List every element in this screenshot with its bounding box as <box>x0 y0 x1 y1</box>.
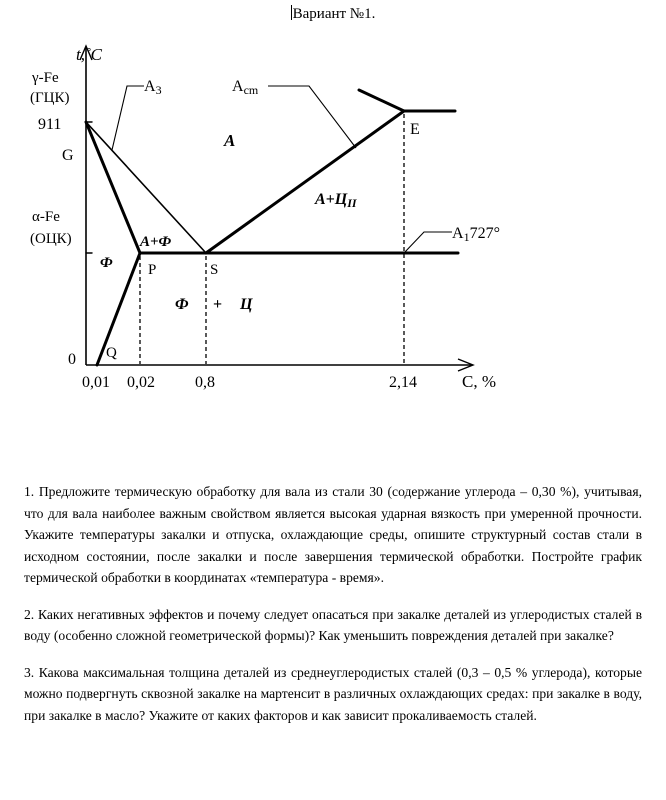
line-E-left <box>359 90 404 111</box>
region-austenite-ferrite: A+Ф <box>140 234 172 250</box>
line-A3-label: A3 <box>144 78 162 97</box>
tasks-list <box>24 481 642 741</box>
variant-title-text: Вариант №1. <box>292 6 376 22</box>
region-ferrite-cementite-c: Ц <box>240 296 253 313</box>
task-2: 2. Каких негативных эффектов и почему следует опасаться при закалке деталей из углеродистых сталей в воду (особенно сложной геометрической формы)? Как уменьшить повреждения деталей при закалке? <box>24 606 642 643</box>
point-P-label: P <box>148 262 157 278</box>
alpha-fe-label: α-Fe <box>32 209 60 225</box>
task-3: 3. Какова максимальная толщина деталей из среднеуглеродистых сталей (0,3 – 0,5 % углерода), которые можно подвергнуть сквозной закалке на мартенсит в различных охлаждающих средах: при закалке в воду, при закалке в масло? Укажите от каких факторов и как зависит прокаливаемость сталей. <box>24 664 642 723</box>
region-austenite-cementite: A+ЦII <box>315 191 357 210</box>
x-tick-08: 0,8 <box>195 374 215 391</box>
point-S-label: S <box>210 262 219 278</box>
region-austenite: A <box>224 131 236 150</box>
point-G-label: G <box>62 147 74 164</box>
alpha-bcc-label: (ОЦК) <box>30 231 72 247</box>
temp-0-label: 0 <box>68 351 76 368</box>
axis-x-unit: C, % <box>462 372 496 391</box>
region-ferrite-cementite-plus: + <box>213 296 223 313</box>
leader-A3 <box>112 86 144 150</box>
axes <box>80 46 473 371</box>
temp-911-label: 911 <box>38 116 62 133</box>
point-Q-label: Q <box>106 345 117 361</box>
task-1: 1. Предложите термическую обработку для вала из стали 30 (содержание углерода – 0,30 %), учитывая, что для вала наиболее важным свойством является высокая ударная вязкость при умеренной прочности. Укажите температуры закалки и отпуска, охлаждающие среды, опишите структурный состав стали в исходном состоянии, после закалки и после завершения термической обработки. Постройте график термической обработки в координатах «температура - время». <box>24 484 642 585</box>
line-GP <box>86 122 140 253</box>
x-tick-214: 2,14 <box>389 374 417 391</box>
region-ferrite-cementite-f: Ф <box>175 296 189 313</box>
gamma-fe-label: γ-Fe <box>32 70 59 86</box>
line-SE-Acm <box>206 111 404 253</box>
leader-Acm <box>268 86 356 148</box>
gamma-fcc-label: (ГЦК) <box>30 90 70 106</box>
line-A1-label: A1727° <box>452 225 500 244</box>
leader-A1 <box>404 232 452 253</box>
x-tick-002: 0,02 <box>127 374 155 391</box>
region-ferrite: Ф <box>100 255 113 271</box>
line-Acm-label: Acm <box>232 78 259 97</box>
point-E-label: E <box>410 121 420 138</box>
phase-lines <box>86 90 458 365</box>
x-tick-001: 0,01 <box>82 374 110 391</box>
axis-y-title: t,˚C <box>76 45 102 64</box>
dashed-verticals <box>140 114 404 364</box>
